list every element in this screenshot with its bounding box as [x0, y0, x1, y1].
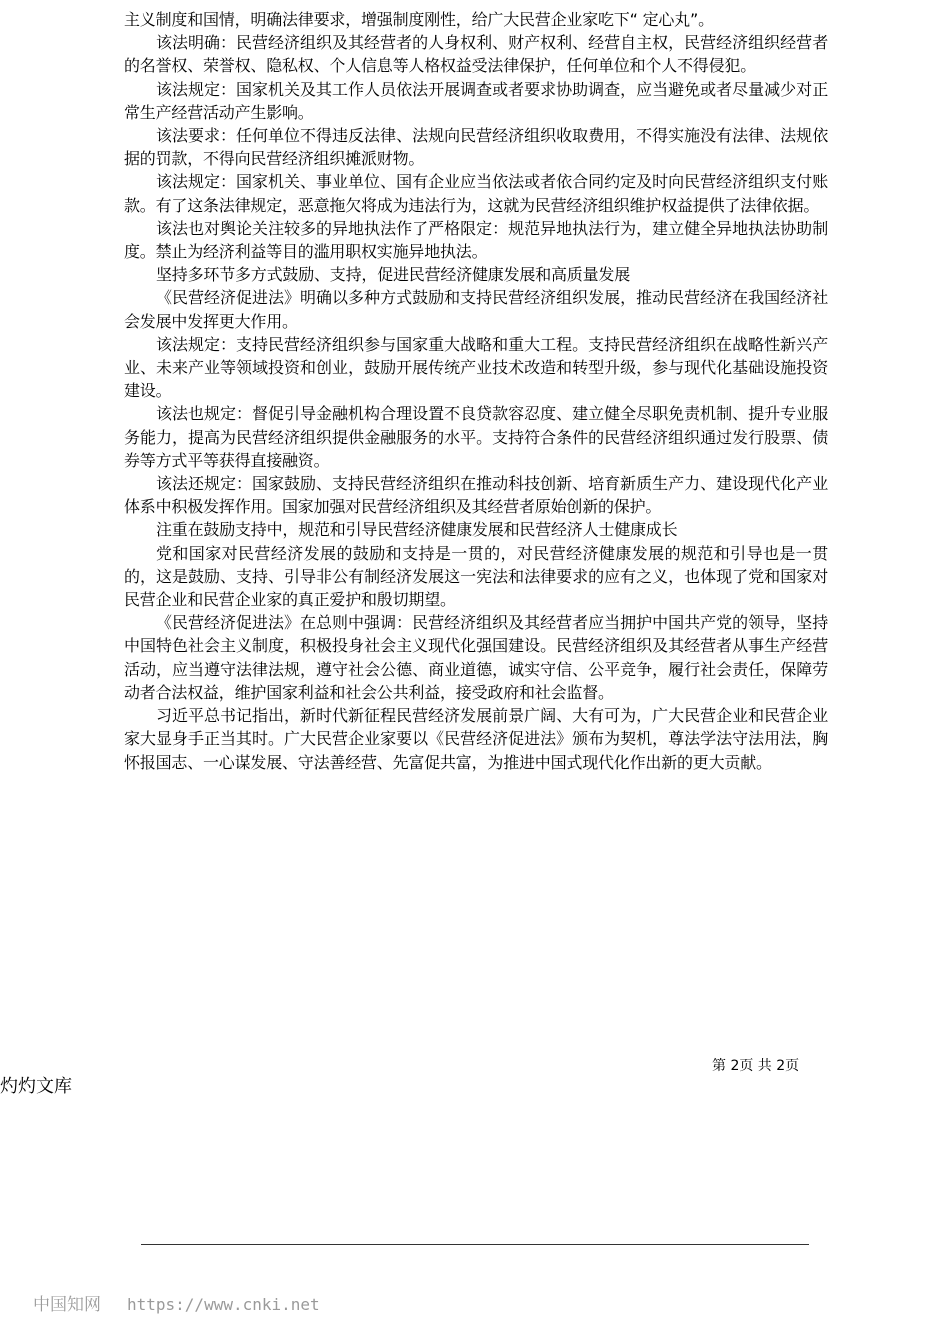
paragraph: 主义制度和国情，明确法律要求，增强制度刚性，给广大民营企业家吃下“ 定心丸”。: [124, 10, 714, 29]
paragraph: 该法也对舆论关注较多的异地执法作了严格限定：规范异地执法行为，建立健全异地执法协助制度。禁止为经济利益等目的滥用职权实施异地执法。: [124, 218, 828, 262]
paragraph: 《民营经济促进法》明确以多种方式鼓励和支持民营经济组织发展，推动民营经济在我国经济社会发展中发挥更大作用。: [124, 288, 828, 331]
paragraph: 该法规定：国家机关及其工作人员依法开展调查或者要求协助调查，应当避免或者尽量减少对正常生产经营活动产生影响。: [124, 79, 828, 122]
watermark-url[interactable]: https://www.cnki.net: [127, 1295, 320, 1314]
paragraph: 该法明确：民营经济组织及其经营者的人身权利、财产权利、经营自主权，民营经济组织经营者的名誉权、荣誉权、隐私权、个人信息等人格权益受法律保护，任何单位和个人不得侵犯。: [124, 33, 828, 76]
paragraph: 该法规定：支持民营经济组织参与国家重大战略和重大工程。支持民营经济组织在战略性新兴产业、未来产业等领域投资和创业，鼓励开展传统产业技术改造和转型升级，参与现代化基础设施投资建设。: [124, 334, 828, 401]
library-name: 灼灼文库: [0, 1076, 72, 1097]
document-body: [124, 8, 828, 774]
footer-divider: [141, 1244, 809, 1245]
watermark: [33, 1294, 320, 1316]
watermark-name: 中国知网: [33, 1295, 101, 1315]
paragraph: 该法规定：国家机关、事业单位、国有企业应当依法或者依合同约定及时向民营经济组织支付账款。有了这条法律规定，恶意拖欠将成为违法行为，这就为民营经济组织维护权益提供了法律依据。: [124, 172, 828, 215]
paragraph: 《民营经济促进法》在总则中强调：民营经济组织及其经营者应当拥护中国共产党的领导，坚持中国特色社会主义制度，积极投身社会主义现代化强国建设。民营经济组织及其经营者从事生产经营活动，应当遵守法律法规，遵守社会公德、商业道德，诚实守信、公平竞争，履行社会责任，保障劳动者合法权益，维护国家利益和社会公共利益，接受政府和社会监督。: [124, 613, 828, 702]
paragraph: 该法还规定：国家鼓励、支持民营经济组织在推动科技创新、培育新质生产力、建设现代化产业体系中积极发挥作用。国家加强对民营经济组织及其经营者原始创新的保护。: [124, 474, 828, 517]
paragraph: 党和国家对民营经济发展的鼓励和支持是一贯的，对民营经济健康发展的规范和引导也是一贯的，这是鼓励、支持、引导非公有制经济发展这一宪法和法律要求的应有之义，也体现了党和国家对民营企业和民营企业家的真正爱护和殷切期望。: [124, 543, 828, 610]
paragraph: 习近平总书记指出，新时代新征程民营经济发展前景广阔、大有可为，广大民营企业和民营企业家大显身手正当其时。广大民营企业家要以《民营经济促进法》颁布为契机，尊法学法守法用法，胸怀报国志、一心谋发展、守法善经营、先富促共富，为推进中国式现代化作出新的更大贡献。: [124, 706, 828, 772]
paragraph: 该法要求：任何单位不得违反法律、法规向民营经济组织收取费用，不得实施没有法律、法规依据的罚款，不得向民营经济组织摊派财物。: [124, 126, 828, 169]
page-number: 第 2页 共 2页: [712, 1058, 800, 1074]
paragraph: 该法也规定：督促引导金融机构合理设置不良贷款容忍度、建立健全尽职免责机制、提升专业服务能力，提高为民营经济组织提供金融服务的水平。支持符合条件的民营经济组织通过发行股票、债券等方式平等获得直接融资。: [124, 404, 828, 470]
section-heading: 坚持多环节多方式鼓励、支持，促进民营经济健康发展和高质量发展: [156, 265, 631, 285]
section-heading: 注重在鼓励支持中，规范和引导民营经济健康发展和民营经济人士健康成长: [156, 520, 678, 540]
